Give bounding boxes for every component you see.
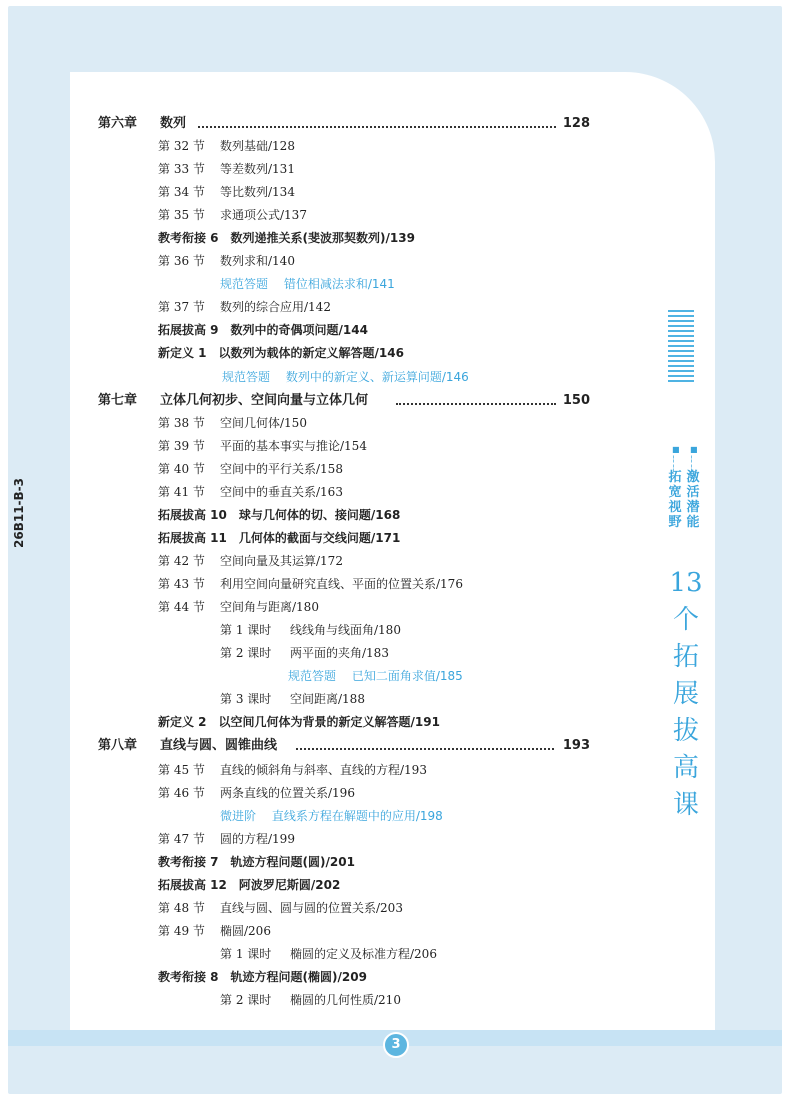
- book-code: 26B11-B-3: [12, 477, 26, 548]
- section-title: 椭圆/206: [220, 924, 271, 938]
- section-title: 利用空间向量研究直线、平面的位置关系/176: [220, 577, 463, 591]
- decorative-dots: ■ ¦ ¦: [672, 445, 680, 472]
- section-title: 直线的倾斜角与斜率、直线的方程/193: [220, 763, 427, 777]
- toc-entry[interactable]: 拓展拔高 12 阿波罗尼斯圆/202: [158, 878, 341, 892]
- chapter-number: 第七章: [98, 393, 138, 408]
- section-number: 第 48 节: [158, 901, 205, 915]
- section-number: 第 47 节: [158, 832, 205, 846]
- toc-entry-highlight[interactable]: 规范答题 错位相减法求和/141: [220, 277, 395, 291]
- section-number: 第 46 节: [158, 786, 205, 800]
- lesson-number: 第 2 课时: [220, 646, 272, 660]
- toc-entry-highlight[interactable]: 微进阶 直线系方程在解题中的应用/198: [220, 809, 443, 823]
- chapter-7-entry[interactable]: [98, 391, 590, 411]
- side-slogan-1: 激 活 潜 能: [686, 470, 700, 530]
- section-title: 直线与圆、圆与圆的位置关系/203: [220, 901, 403, 915]
- toc-entry[interactable]: 拓展拔高 10 球与几何体的切、接问题/168: [158, 508, 401, 522]
- section-title: 数列求和/140: [220, 254, 295, 268]
- chapter-number: 第八章: [98, 738, 138, 753]
- section-number: 第 37 节: [158, 300, 205, 314]
- chapter-title: 数列: [160, 116, 187, 131]
- section-number: 第 34 节: [158, 185, 205, 199]
- chapter-number: 第六章: [98, 116, 138, 131]
- dot-leader: [198, 126, 556, 128]
- chapter-title: 立体几何初步、空间向量与立体几何: [160, 393, 369, 408]
- lesson-number: 第 2 课时: [220, 993, 272, 1007]
- decorative-dots: ■ ¦ ¦: [690, 445, 698, 472]
- section-title: 等差数列/131: [220, 162, 295, 176]
- section-title: 等比数列/134: [220, 185, 295, 199]
- section-number: 第 32 节: [158, 139, 205, 153]
- toc-entry[interactable]: 教考衔接 6 数列递推关系(斐波那契数列)/139: [158, 231, 415, 245]
- lesson-number: 第 1 课时: [220, 623, 272, 637]
- section-number: 第 36 节: [158, 254, 205, 268]
- section-title: 数列的综合应用/142: [220, 300, 331, 314]
- section-title: 两条直线的位置关系/196: [220, 786, 355, 800]
- lesson-title: 空间距离/188: [290, 692, 365, 706]
- section-number: 第 40 节: [158, 462, 205, 476]
- section-number: 第 42 节: [158, 554, 205, 568]
- section-title: 空间几何体/150: [220, 416, 307, 430]
- toc-entry-highlight[interactable]: 规范答题 数列中的新定义、新运算问题/146: [222, 370, 469, 384]
- lesson-title: 两平面的夹角/183: [290, 646, 389, 660]
- section-title: 求通项公式/137: [220, 208, 307, 222]
- lesson-number: 第 3 课时: [220, 692, 272, 706]
- section-title: 空间向量及其运算/172: [220, 554, 343, 568]
- lesson-title: 椭圆的定义及标准方程/206: [290, 947, 437, 961]
- section-number: 第 38 节: [158, 416, 205, 430]
- lesson-title: 线线角与线面角/180: [290, 623, 401, 637]
- toc-entry[interactable]: 新定义 1 以数列为载体的新定义解答题/146: [158, 346, 404, 360]
- section-number: 第 35 节: [158, 208, 205, 222]
- side-title: 13 个 拓 展 拔 高 课: [669, 568, 703, 820]
- toc-entry[interactable]: 新定义 2 以空间几何体为背景的新定义解答题/191: [158, 715, 440, 729]
- toc-entry[interactable]: 教考衔接 8 轨迹方程问题(椭圆)/209: [158, 970, 367, 984]
- section-number: 第 33 节: [158, 162, 205, 176]
- section-number: 第 49 节: [158, 924, 205, 938]
- toc-entry[interactable]: 拓展拔高 11 几何体的截面与交线问题/171: [158, 531, 401, 545]
- section-title: 圆的方程/199: [220, 832, 295, 846]
- lesson-title: 椭圆的几何性质/210: [290, 993, 401, 1007]
- page-number: 3: [383, 1032, 409, 1058]
- section-number: 第 45 节: [158, 763, 205, 777]
- lesson-number: 第 1 课时: [220, 947, 272, 961]
- dot-leader: [296, 748, 554, 750]
- section-title: 空间中的平行关系/158: [220, 462, 343, 476]
- side-slogan-2: 拓 宽 视 野: [668, 470, 682, 530]
- chapter-6-entry[interactable]: [98, 114, 590, 134]
- section-number: 第 39 节: [158, 439, 205, 453]
- section-title: 数列基础/128: [220, 139, 295, 153]
- section-title: 空间角与距离/180: [220, 600, 319, 614]
- section-number: 第 44 节: [158, 600, 205, 614]
- section-title: 平面的基本事实与推论/154: [220, 439, 367, 453]
- dot-leader: [396, 403, 556, 405]
- toc-entry[interactable]: 教考衔接 7 轨迹方程问题(圆)/201: [158, 855, 355, 869]
- chapter-title: 直线与圆、圆锥曲线: [160, 738, 278, 753]
- chapter-page: 150: [562, 393, 590, 408]
- chapter-page: 193: [562, 738, 590, 753]
- toc-entry-highlight[interactable]: 规范答题 已知二面角求值/185: [288, 669, 463, 683]
- toc-entry[interactable]: 拓展拔高 9 数列中的奇偶项问题/144: [158, 323, 368, 337]
- section-number: 第 41 节: [158, 485, 205, 499]
- chapter-page: 128: [562, 116, 590, 131]
- section-title: 空间中的垂直关系/163: [220, 485, 343, 499]
- chapter-8-entry[interactable]: [98, 736, 590, 756]
- section-number: 第 43 节: [158, 577, 205, 591]
